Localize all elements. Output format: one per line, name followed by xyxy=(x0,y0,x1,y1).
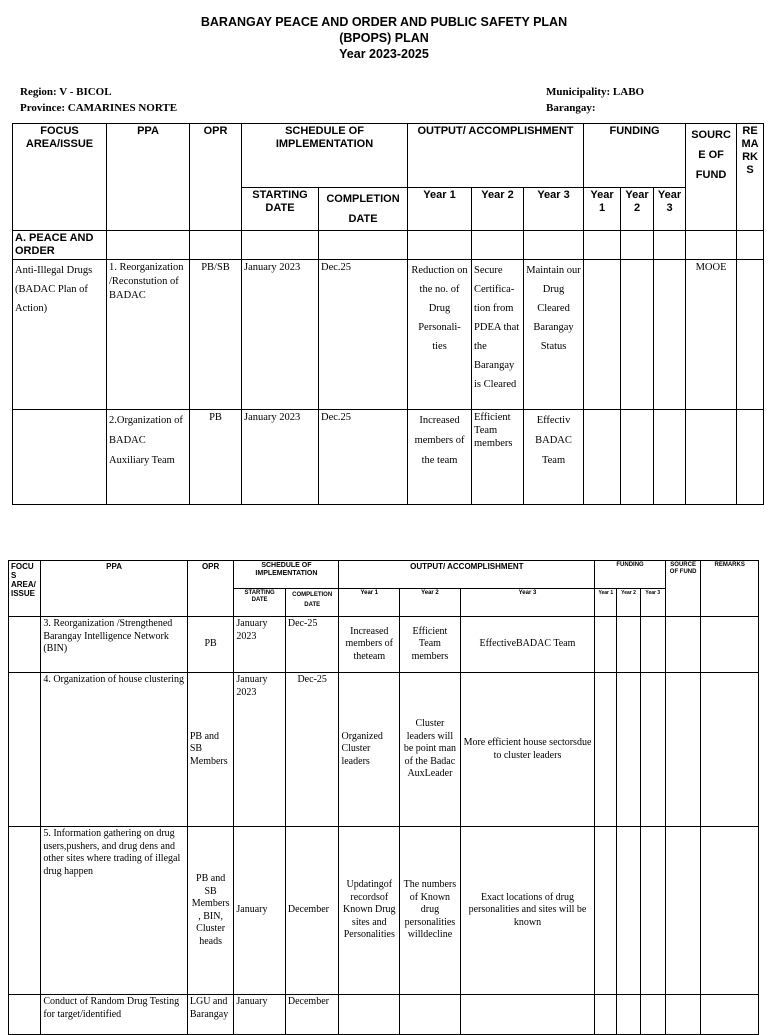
header-funding-year3: Year 3 xyxy=(654,188,686,231)
cell-completion-date: December xyxy=(285,995,339,1035)
cell-starting-date: January xyxy=(234,827,286,995)
cell-year1: Updatingof recordsof Known Drug sites and Personalities xyxy=(339,827,400,995)
cell-completion-date: Dec.25 xyxy=(319,260,408,410)
header-year3: Year 3 xyxy=(524,188,584,231)
municipality-label: Municipality: LABO xyxy=(546,86,645,98)
header-output: OUTPUT/ ACCOMPLISHMENT xyxy=(408,124,584,188)
cell-year3: Exact locations of drug personalities and sites will be known xyxy=(460,827,594,995)
cell-starting-date: January 2023 xyxy=(242,260,319,410)
table-row xyxy=(9,995,759,1035)
cell-year2: Secure Certifica-tion from PDEA that the Barangay is Cleared xyxy=(472,260,524,410)
document-subtitle: (BPOPS) PLAN xyxy=(339,31,429,45)
header-funding-year1: Year 1 xyxy=(595,589,617,617)
table-row xyxy=(9,673,759,827)
cell-ppa: 4. Organization of house clustering xyxy=(41,673,188,827)
cell-source-of-fund: MOOE xyxy=(686,260,737,410)
cell-year3 xyxy=(460,995,594,1035)
cell-opr: PB and SB Members xyxy=(187,673,233,827)
header-starting-date: STARTING DATE xyxy=(242,188,319,231)
cell-opr: PB xyxy=(187,617,233,673)
cell-year1: Organized Cluster leaders xyxy=(339,673,400,827)
cell-starting-date: January 2023 xyxy=(242,410,319,505)
header-funding-year1: Year 1 xyxy=(584,188,621,231)
bpops-plan-table-1 xyxy=(12,123,764,505)
header-year1: Year 1 xyxy=(408,188,472,231)
cell-focus: Anti-Illegal Drugs (BADAC Plan of Action) xyxy=(13,260,107,410)
header-schedule: SCHEDULE OF IMPLEMENTATION xyxy=(242,124,408,188)
cell-completion-date: Dec-25 xyxy=(285,617,339,673)
table-row xyxy=(13,410,764,505)
cell-ppa: 5. Information gathering on drug users,pushers, and drug dens and other sites where trading of illegal drug happen xyxy=(41,827,188,995)
cell-opr: PB xyxy=(190,410,242,505)
cell-ppa: 1. Reorganization /Reconstution of BADAC xyxy=(107,260,190,410)
cell-year3: Maintain our Drug Cleared Barangay Status xyxy=(524,260,584,410)
cell-opr: LGU and Barangay xyxy=(187,995,233,1035)
cell-starting-date: January 2023 xyxy=(234,617,286,673)
header-focus-area: FOCUS AREA/ISSUE xyxy=(13,124,107,231)
header-remarks: REMARKS xyxy=(737,124,764,231)
cell-year2: Efficient Team members xyxy=(472,410,524,505)
header-ppa: PPA xyxy=(41,561,188,617)
cell-year3: More efficient house sectorsdue to cluster leaders xyxy=(460,673,594,827)
cell-year2: Efficient Team members xyxy=(400,617,461,673)
cell-ppa: Conduct of Random Drug Testing for target/identified xyxy=(41,995,188,1035)
header-year1: Year 1 xyxy=(339,589,400,617)
document-title: BARANGAY PEACE AND ORDER AND PUBLIC SAFETY PLAN xyxy=(200,15,568,29)
header-ppa: PPA xyxy=(107,124,190,231)
cell-opr: PB and SB Members , BIN, Cluster heads xyxy=(187,827,233,995)
header-funding: FUNDING xyxy=(595,561,666,589)
cell-year2 xyxy=(400,995,461,1035)
cell-year1: Reduction on the no. of Drug Personali- ties xyxy=(408,260,472,410)
cell-starting-date: January 2023 xyxy=(234,673,286,827)
header-completion-date: COMPLETION DATE xyxy=(319,188,408,231)
cell-completion-date: December xyxy=(285,827,339,995)
barangay-label: Barangay: xyxy=(546,102,596,114)
header-funding-year2: Year 2 xyxy=(621,188,654,231)
header-focus-area: FOCUS AREA/ ISSUE xyxy=(9,561,41,617)
cell-completion-date: Dec-25 xyxy=(285,673,339,827)
header-starting-date: STARTING DATE xyxy=(234,589,286,617)
header-source-of-fund: SOURCE OF FUND xyxy=(686,124,737,231)
header-year2: Year 2 xyxy=(400,589,461,617)
region-label: Region: V - BICOL xyxy=(20,86,112,98)
cell-year2: Cluster leaders will be point man of the Badac AuxLeader xyxy=(400,673,461,827)
header-schedule: SCHEDULE OF IMPLEMENTATION xyxy=(234,561,339,589)
header-completion-date: COMPLETION DATE xyxy=(285,589,339,617)
cell-year2: The numbers of Known drug personalities willdecline xyxy=(400,827,461,995)
cell-year1: Increased members of the team xyxy=(408,410,472,505)
cell-year3: EffectiveBADAC Team xyxy=(460,617,594,673)
cell-year3: Effectiv BADAC Team xyxy=(524,410,584,505)
header-remarks: REMARKS xyxy=(701,561,759,617)
cell-source-of-fund xyxy=(686,410,737,505)
cell-starting-date: January xyxy=(234,995,286,1035)
header-year3: Year 3 xyxy=(460,589,594,617)
cell-year1: Increased members of theteam xyxy=(339,617,400,673)
header-funding-year2: Year 2 xyxy=(617,589,640,617)
document-year: Year 2023-2025 xyxy=(339,47,429,61)
header-opr: OPR xyxy=(190,124,242,231)
cell-ppa: 3. Reorganization /Strengthened Barangay Intelligence Network (BIN) xyxy=(41,617,188,673)
province-label: Province: CAMARINES NORTE xyxy=(20,102,178,114)
table-row xyxy=(9,827,759,995)
cell-year1 xyxy=(339,995,400,1035)
cell-focus xyxy=(13,410,107,505)
bpops-plan-table-2 xyxy=(8,560,759,1035)
cell-ppa: 2.Organization of BADAC Auxiliary Team xyxy=(107,410,190,505)
table-row xyxy=(9,617,759,673)
header-opr: OPR xyxy=(187,561,233,617)
header-source-of-fund: SOURCE OF FUND xyxy=(665,561,700,617)
header-funding-year3: Year 3 xyxy=(640,589,665,617)
header-output: OUTPUT/ ACCOMPLISHMENT xyxy=(339,561,595,589)
header-funding: FUNDING xyxy=(584,124,686,188)
header-year2: Year 2 xyxy=(472,188,524,231)
section-peace-and-order: A. PEACE AND ORDER xyxy=(13,231,107,260)
cell-completion-date: Dec.25 xyxy=(319,410,408,505)
cell-opr: PB/SB xyxy=(190,260,242,410)
table-row xyxy=(13,260,764,410)
